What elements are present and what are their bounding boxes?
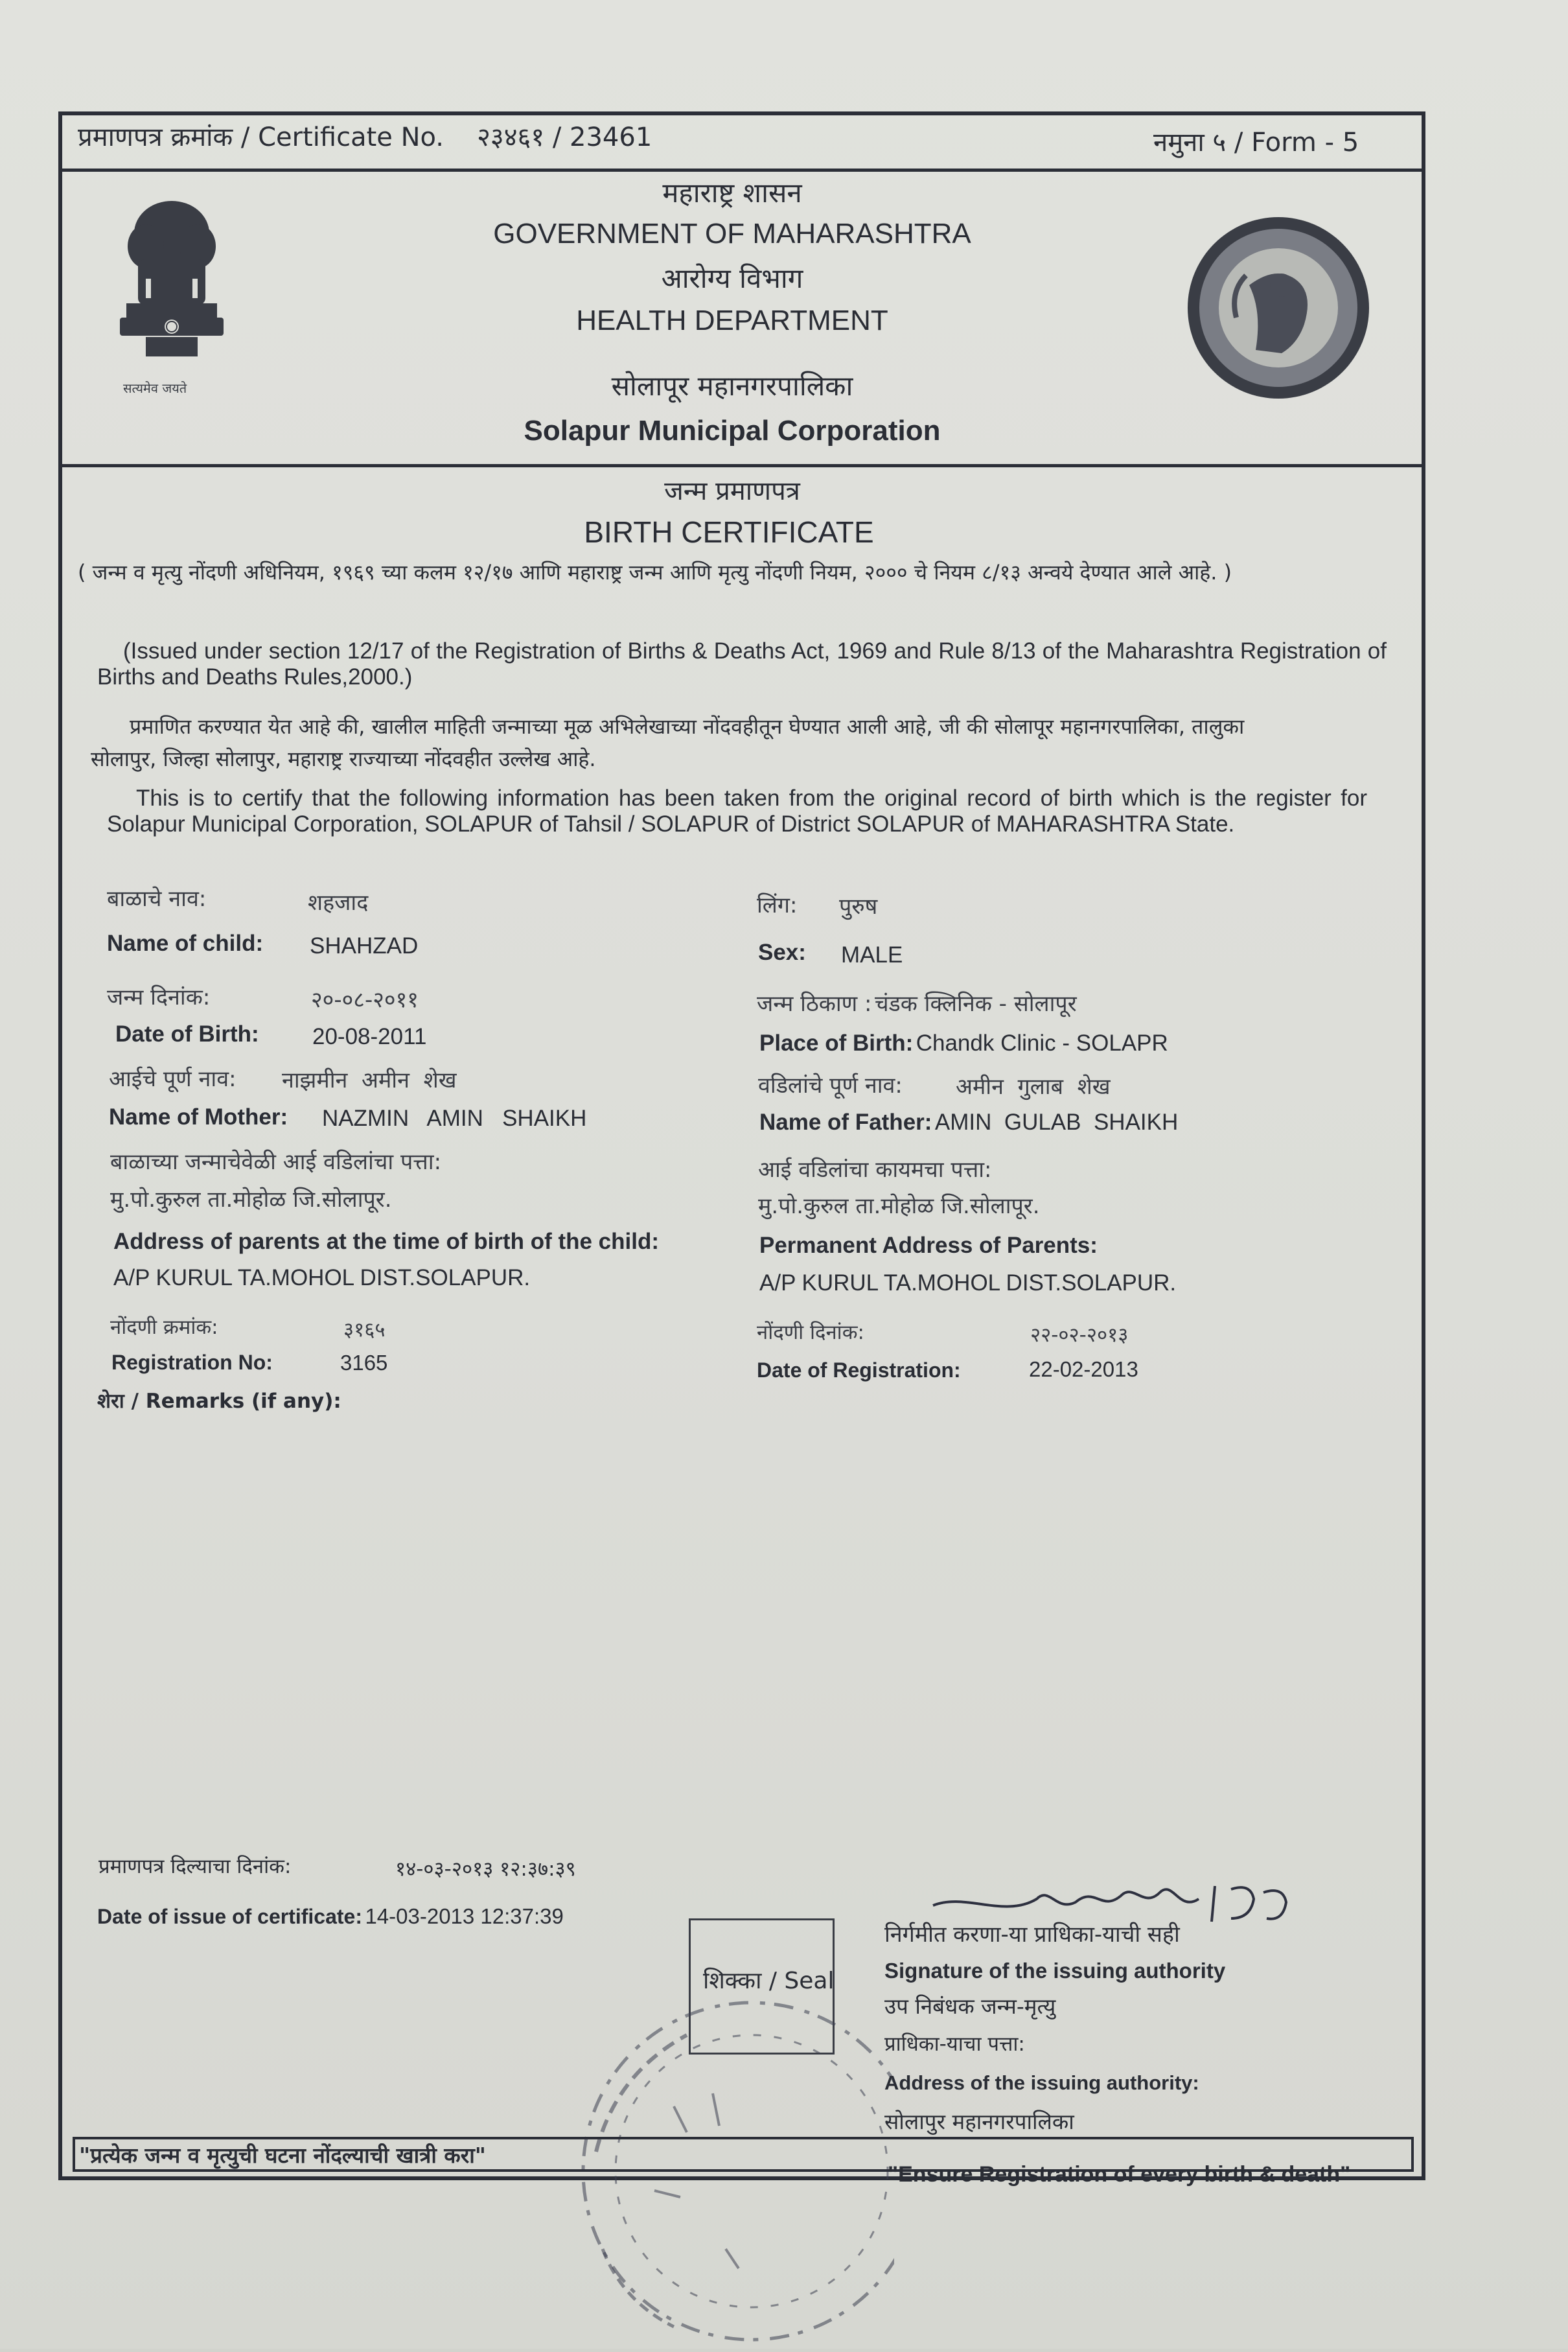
pob-mr xyxy=(757,988,1077,1018)
mother-name-label-en: Name of Mother: xyxy=(109,1104,288,1130)
mother-name-label-mr: आईचे पूर्ण नाव: xyxy=(109,1066,236,1092)
reg-date-value-en: 22-02-2013 xyxy=(1029,1357,1138,1381)
reg-no-value-en: 3165 xyxy=(340,1351,388,1375)
dob-value-en: 20-08-2011 xyxy=(312,1024,427,1049)
pob-value-en: Chandk Clinic - SOLAPR xyxy=(916,1030,1168,1056)
child-name-value-en: SHAHZAD xyxy=(310,933,419,959)
sex-label-mr: लिंग: xyxy=(757,892,798,918)
address-birth-value-mr: मु.पो.कुरुल ता.मोहोळ जि.सोलापूर. xyxy=(110,1187,392,1213)
department-marathi: आरोग्य विभाग xyxy=(661,262,803,294)
legal-note-english: (Issued under section 12/17 of the Registration of Births & Deaths Act, 1969 and Rule 8/13 of the Maharashtra Registration of Births and Deaths Rules,2000.) xyxy=(97,638,1387,690)
father-name-value-en: AMIN GULAB SHAIKH xyxy=(934,1110,1179,1135)
title-marathi: जन्म प्रमाणपत्र xyxy=(664,476,800,506)
emblem-motto: सत्यमेव जयते xyxy=(123,380,187,396)
address-perm-label-mr: आई वडिलांचा कायमचा पत्ता: xyxy=(758,1157,992,1183)
remarks-label xyxy=(97,1387,341,1414)
department-english: HEALTH DEPARTMENT xyxy=(576,305,888,336)
father-name-label-en: Name of Father: xyxy=(759,1110,932,1135)
sex-value-en: MALE xyxy=(841,942,903,968)
authority-address-value-mr: सोलापुर महानगरपालिका xyxy=(884,2109,1074,2134)
reg-no-label-mr: नोंदणी क्रमांक: xyxy=(110,1316,218,1339)
issue-date-value-mr: १४-०३-२०१३ १२:३७:३९ xyxy=(395,1857,576,1881)
designation-mr: उप निबंधक जन्म-मृत्यु xyxy=(884,1994,1056,2019)
pob-label-en: Place of Birth: xyxy=(759,1030,914,1056)
top-divider xyxy=(60,169,1424,172)
header-divider xyxy=(60,464,1424,467)
remarks-label-text: शेरा / Remarks (if any): xyxy=(97,1390,341,1413)
dob-label-en: Date of Birth: xyxy=(115,1021,259,1047)
certificate-number-label: प्रमाणपत्र क्रमांक / Certificate No. xyxy=(78,122,444,152)
address-perm-label-en: Permanent Address of Parents: xyxy=(759,1233,1098,1258)
father-name-label-mr: वडिलांचे पूर्ण नाव: xyxy=(758,1073,903,1099)
reg-no-label-en: Registration No: xyxy=(111,1351,273,1374)
reg-date-label-en: Date of Registration: xyxy=(757,1358,961,1382)
authority-address-label-en: Address of the issuing authority: xyxy=(884,2071,1199,2094)
title-english: BIRTH CERTIFICATE xyxy=(584,515,874,549)
mother-name-value-mr: नाझमीन अमीन शेख xyxy=(282,1067,457,1093)
footer-marathi: "प्रत्येक जन्म व मृत्युची घटना नोंदल्याची खात्री करा" xyxy=(79,2143,486,2168)
corporation-english: Solapur Municipal Corporation xyxy=(524,415,941,447)
father-name-value-mr: अमीन गुलाब शेख xyxy=(956,1074,1111,1100)
footer-english: "Ensure Registration of every birth & death" xyxy=(888,2162,1351,2187)
corporation-marathi: सोलापूर महानगरपालिका xyxy=(611,370,853,402)
reg-date-value-mr: २२-०२-२०१३ xyxy=(1030,1323,1129,1347)
address-birth-label-en: Address of parents at the time of birth of the child: xyxy=(113,1229,659,1254)
address-birth-value-en: A/P KURUL TA.MOHOL DIST.SOLAPUR. xyxy=(113,1265,531,1290)
certificate-number xyxy=(78,118,652,154)
certify-marathi: प्रमाणित करण्यात येत आहे की, खालील माहिती जन्माच्या मूळ अभिलेखाच्या नोंदवहीतून घेण्यात आली आहे, जी की सोलापूर महानगरपालिका, तालुका सोलापुर, जिल्हा सोलापुर, महाराष्ट्र राज्याच्या नोंदवहीत उल्लेख आहे. xyxy=(91,714,1245,771)
dob-label-mr: जन्म दिनांक: xyxy=(107,984,211,1010)
mother-name-value-en: NAZMIN AMIN SHAIKH xyxy=(322,1106,587,1131)
govt-name-marathi: महाराष्ट्र शासन xyxy=(662,177,802,209)
signature-label-en: Signature of the issuing authority xyxy=(884,1959,1226,1983)
address-birth-label-mr: बाळाच्या जन्माचेवेळी आई वडिलांचा पत्ता: xyxy=(110,1149,442,1175)
address-perm-value-mr: मु.पो.कुरुल ता.मोहोळ जि.सोलापूर. xyxy=(758,1193,1040,1219)
dob-value-mr: २०-०८-२०११ xyxy=(311,987,419,1013)
certificate-number-value: २३४६१ / 23461 xyxy=(477,122,652,152)
govt-name-english: GOVERNMENT OF MAHARASHTRA xyxy=(493,218,971,250)
municipal-logo-icon xyxy=(1184,214,1372,402)
issue-date-label-mr: प्रमाणपत्र दिल्याचा दिनांक: xyxy=(98,1855,292,1878)
child-name-label-mr: बाळाचे नाव: xyxy=(107,886,207,912)
seal-label: शिक्का / Seal xyxy=(703,1968,835,1994)
father-en xyxy=(759,1110,1178,1135)
form-number: नमुना ५ / Form - 5 xyxy=(1153,128,1359,157)
reg-date-label-mr: नोंदणी दिनांक: xyxy=(757,1321,864,1344)
certify-english: This is to certify that the following information has been taken from the original record of birth which is the register for Solapur Municipal Corporation, SOLAPUR of Tahsil / SOLAPUR of District SOLAPUR of MAHARASHTRA State. xyxy=(107,786,1367,837)
legal-note-marathi: ( जन्म व मृत्यु नोंदणी अधिनियम, १९६९ च्या कलम १२/१७ आणि महाराष्ट्र जन्म आणि मृत्यु नोंदणी नियम, २००० चे नियम ८/१३ अन्वये देण्यात आले आहे. ) xyxy=(78,560,1232,585)
child-name-value-mr: शहजाद xyxy=(308,890,369,916)
address-perm-value-en: A/P KURUL TA.MOHOL DIST.SOLAPUR. xyxy=(759,1270,1177,1296)
pob-value-mr: चंडक क्लिनिक - सोलापूर xyxy=(874,991,1077,1017)
child-name-label-en: Name of child: xyxy=(107,931,264,956)
issue-date-label-en: Date of issue of certificate: xyxy=(97,1905,362,1928)
signature-label-mr: निर्गमीत करणा-या प्राधिका-याची सही xyxy=(884,1922,1180,1948)
reg-no-value-mr: ३१६५ xyxy=(343,1318,386,1342)
pob-label-mr: जन्म ठिकाण : xyxy=(757,991,872,1017)
sex-label-en: Sex: xyxy=(758,940,806,965)
issue-date-en xyxy=(97,1904,564,1929)
issue-date-value-en: 14-03-2013 12:37:39 xyxy=(365,1904,564,1928)
sex-value-mr: पुरुष xyxy=(839,894,878,920)
pob-en xyxy=(759,1030,1168,1056)
authority-address-label-mr: प्राधिका-याचा पत्ता: xyxy=(884,2032,1025,2056)
